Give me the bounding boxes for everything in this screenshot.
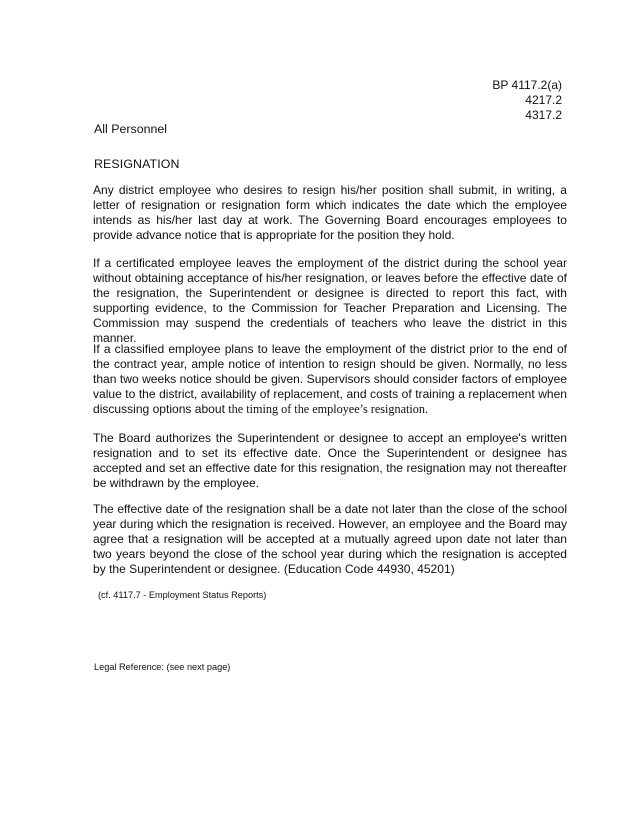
policy-category: All Personnel bbox=[94, 122, 168, 136]
policy-paragraph-classified-employee bbox=[93, 342, 567, 417]
policy-paragraph-certificated-employee: If a certificated employee leaves the employment of the district during the school year without obtaining acceptance of his/her resignation, or leaves before the effective date of the resignation, the Superintendent or designee is directed to report this fact, with supporting evidence, to the Commission for Teacher Preparation and Licensing. The Commission may suspend the credentials of teachers who leave the district in this manner. bbox=[93, 256, 567, 345]
policy-paragraph-board-authorization: The Board authorizes the Superintendent or designee to accept an employee's written resignation and to set its effective date. Once the Superintendent or designee has accepted and set an effective date for this resignation, the resignation may not thereafter be withdrawn by the employee. bbox=[93, 431, 567, 490]
classified-employee-paragraph-text: If a classified employee plans to leave the employment of the district prior to the end of the contract year, ample notice of intention to resign should be given. Normally, no less than two weeks notice should be given. Supervisors should consider factors of employee value to the district, availability of replacement, and costs of training a replacement when discussing options about bbox=[93, 342, 567, 416]
policy-paragraph-resignation-notice: Any district employee who desires to resign his/her position shall submit, in writing, a letter of resignation or resignation form which indicates the date which the employee intends as his/her last day at work. The Governing Board encourages employees to provide advance notice that is appropriate for the position they hold. bbox=[93, 183, 567, 242]
policy-paragraph-effective-date: The effective date of the resignation shall be a date not later than the close of the school year during which the resignation is received. However, an employee and the Board may agree that a resignation will be accepted at a mutually agreed upon date not later than two years beyond the close of the school year during which the resignation is accepted by the Superintendent or designee. (Education Code 44930, 45201) bbox=[93, 502, 567, 576]
policy-code-tertiary: 4317.2 bbox=[525, 108, 562, 122]
cross-reference-note: (cf. 4117.7 - Employment Status Reports) bbox=[98, 590, 267, 600]
legal-reference-note: Legal Reference: (see next page) bbox=[94, 662, 231, 672]
policy-code-secondary: 4217.2 bbox=[525, 93, 562, 107]
classified-employee-paragraph-serif-ending: the timing of the employee’s resignation. bbox=[228, 402, 428, 416]
policy-code-primary: BP 4117.2(a) bbox=[492, 78, 562, 92]
policy-title: RESIGNATION bbox=[94, 157, 180, 171]
policy-code-block bbox=[442, 78, 562, 123]
